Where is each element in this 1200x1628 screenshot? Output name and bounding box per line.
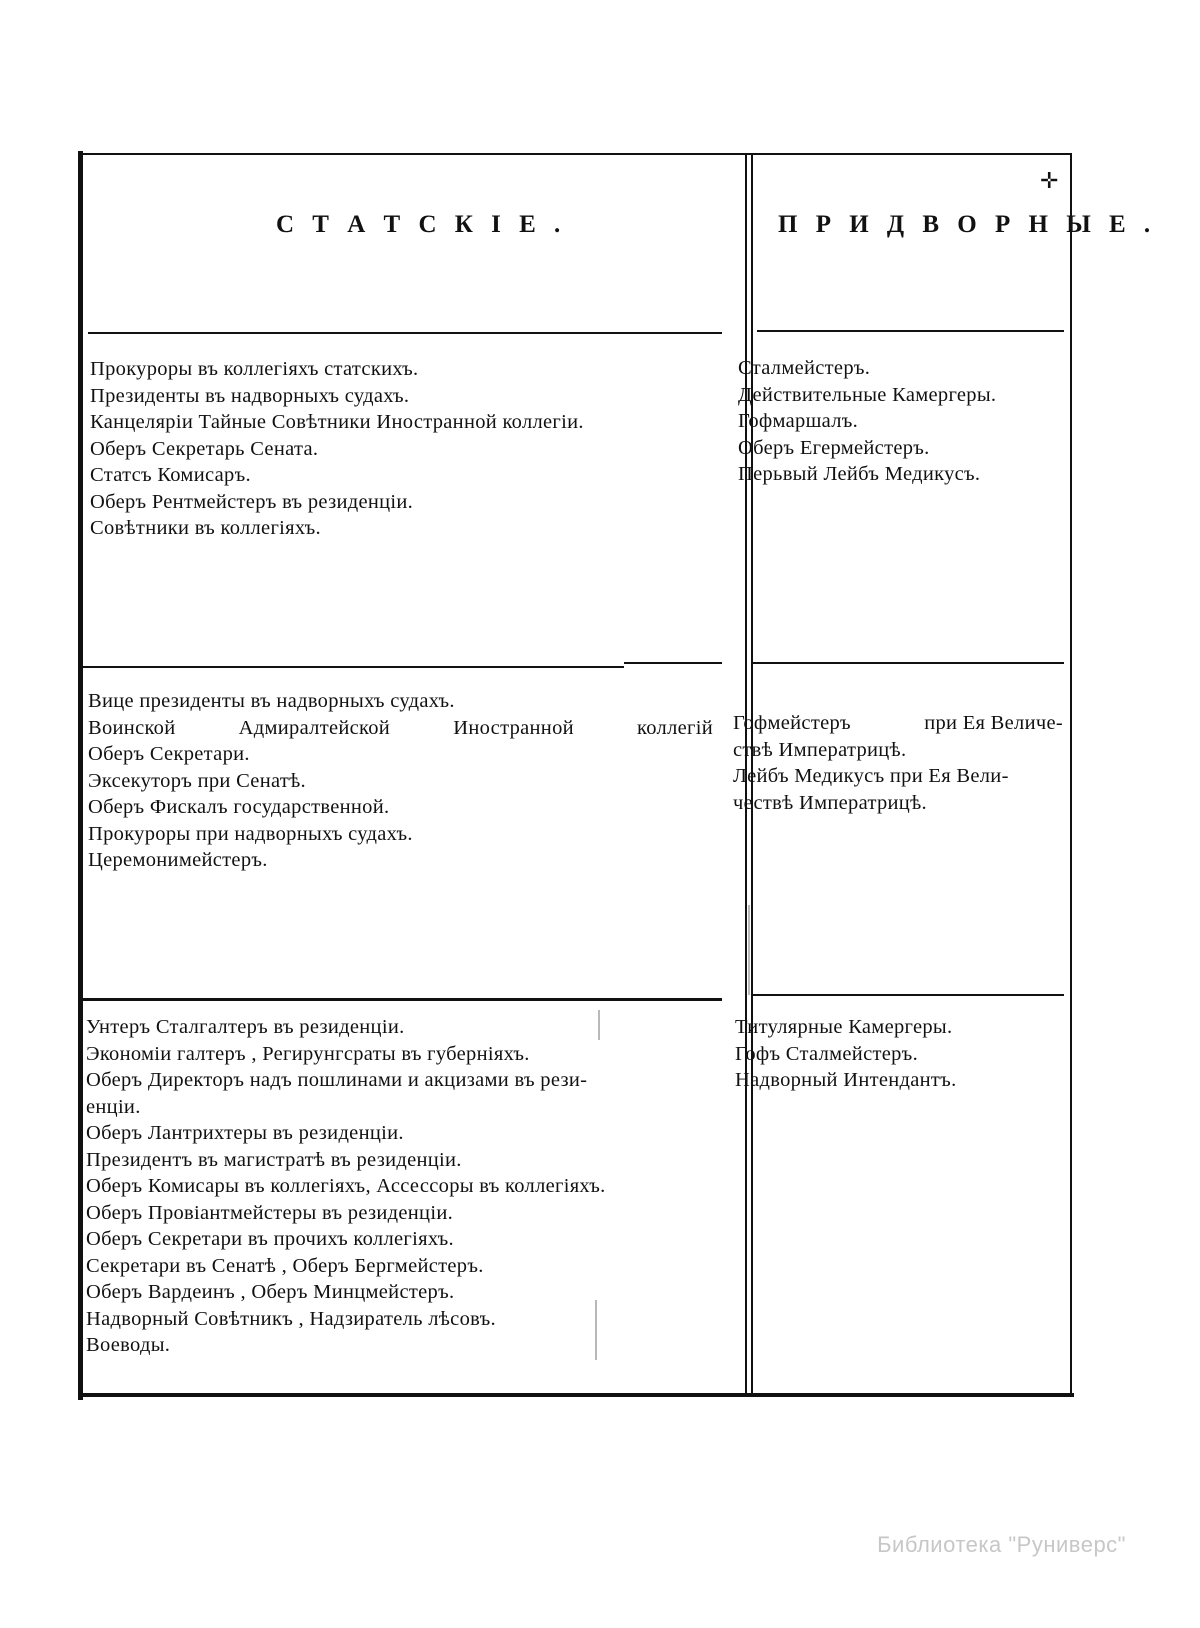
row-rule-left-1b [624, 662, 722, 664]
list-item: Канцеляріи Тайные Совѣтники Иностранной коллегіи. [90, 411, 584, 433]
list-item: Оберъ Рентмейстеръ въ резиденціи. [90, 490, 414, 513]
row-rule-right-1 [753, 662, 1064, 664]
list-item: Сталмейстеръ. [738, 357, 871, 379]
list-item: Оберъ Провіантмейстеры въ резиденціи. [86, 1201, 454, 1224]
frame-bottom-edge [78, 1393, 1074, 1397]
plus-mark-icon: ✛ [1040, 168, 1059, 193]
list-item: Прокуроры при надворныхъ судахъ. [88, 822, 413, 845]
list-item: Действительные Камергеры. [738, 383, 997, 406]
list-item: Оберъ Секретари. [88, 743, 250, 765]
list-item: Титулярные Камергеры. [735, 1016, 953, 1038]
list-item: Оберъ Лантрихтеры въ резиденціи. [86, 1122, 404, 1144]
header-rule-right [757, 330, 1064, 332]
list-item: енціи. [86, 1095, 141, 1118]
cell-statskie-row-3 [86, 1014, 726, 1359]
list-item: Перьвый Лейбъ Медикусъ. [738, 463, 981, 485]
list-item: Экономіи галтеръ , Регирунгсраты въ губерніяхъ. [86, 1042, 530, 1065]
header-rule-left [88, 332, 722, 334]
list-item-part: при Ея Величе- [924, 712, 1063, 734]
list-item: Оберъ Вардеинъ , Оберъ Минцмейстеръ. [86, 1281, 455, 1303]
list-item: ствѣ Императрицѣ. [733, 738, 907, 761]
list-item: Секретари въ Сенатѣ , Оберъ Бергмейстеръ. [86, 1254, 484, 1277]
list-item-part: Иностранной [453, 716, 574, 739]
list-item: Надворный Интендантъ. [735, 1069, 957, 1091]
list-item: чествѣ Императрицѣ. [733, 791, 927, 814]
list-item: Лейбъ Медикусъ при Ея Вели- [733, 765, 1009, 787]
list-item-justified [733, 710, 1063, 737]
cell-statskie-row-1 [90, 356, 720, 542]
list-item: Воеводы. [86, 1334, 171, 1356]
frame-left-edge [78, 151, 83, 1400]
list-item: Гофъ Сталмейстеръ. [735, 1042, 919, 1065]
list-item: Прокуроры въ коллегіяхъ статскихъ. [90, 358, 419, 380]
list-item: Гофмаршалъ. [738, 410, 859, 432]
cell-pridvornye-row-1 [738, 355, 1068, 488]
list-item: Оберъ Секретарь Сената. [90, 437, 319, 460]
library-watermark: Библиотека "Руниверс" [877, 1532, 1126, 1557]
list-item: Унтеръ Сталгалтеръ въ резиденціи. [86, 1016, 405, 1038]
row-rule-left-2 [82, 998, 722, 1001]
list-item-part: Гофмейстеръ [733, 712, 851, 734]
column-header-statskie: С Т А Т С К І Е . [276, 211, 567, 238]
row-rule-right-2 [753, 994, 1064, 996]
list-item: Статсъ Комисаръ. [90, 464, 251, 486]
list-item: Церемонимейстеръ. [88, 849, 268, 871]
cell-statskie-row-2 [88, 688, 724, 874]
list-item: Эксекуторъ при Сенатѣ. [88, 769, 306, 792]
list-item: Оберъ Егермейстеръ. [738, 436, 930, 459]
list-item: Оберъ Директоръ надъ пошлинами и акцизами въ рези- [86, 1069, 588, 1091]
list-item: Президенты въ надворныхъ судахъ. [90, 384, 410, 407]
list-item: Оберъ Секретари въ прочихъ коллегіяхъ. [86, 1228, 454, 1250]
cell-pridvornye-row-2 [733, 710, 1068, 816]
list-item: Вице президенты въ надворныхъ судахъ. [88, 690, 455, 712]
list-item: Президентъ въ магистратѣ въ резиденціи. [86, 1148, 462, 1171]
list-item-justified [88, 715, 713, 742]
list-item-part: Воинской [88, 716, 176, 739]
list-item-part: Адмиралтейской [238, 716, 391, 739]
list-item: Совѣтники въ коллегіяхъ. [90, 517, 321, 539]
list-item: Оберъ Фискалъ государственной. [88, 796, 390, 818]
list-item-part: коллегій [637, 716, 713, 739]
scan-artifact [748, 905, 750, 995]
list-item: Надворный Совѣтникъ , Надзиратель лѣсовъ. [86, 1307, 496, 1330]
cell-pridvornye-row-3 [735, 1014, 1068, 1094]
row-rule-left-1 [82, 666, 624, 668]
list-item: Оберъ Комисары въ коллегіяхъ, Ассессоры въ коллегіяхъ. [86, 1175, 606, 1197]
column-header-pridvornye: П Р И Д В О Р Н Ы Е . [778, 211, 1157, 238]
